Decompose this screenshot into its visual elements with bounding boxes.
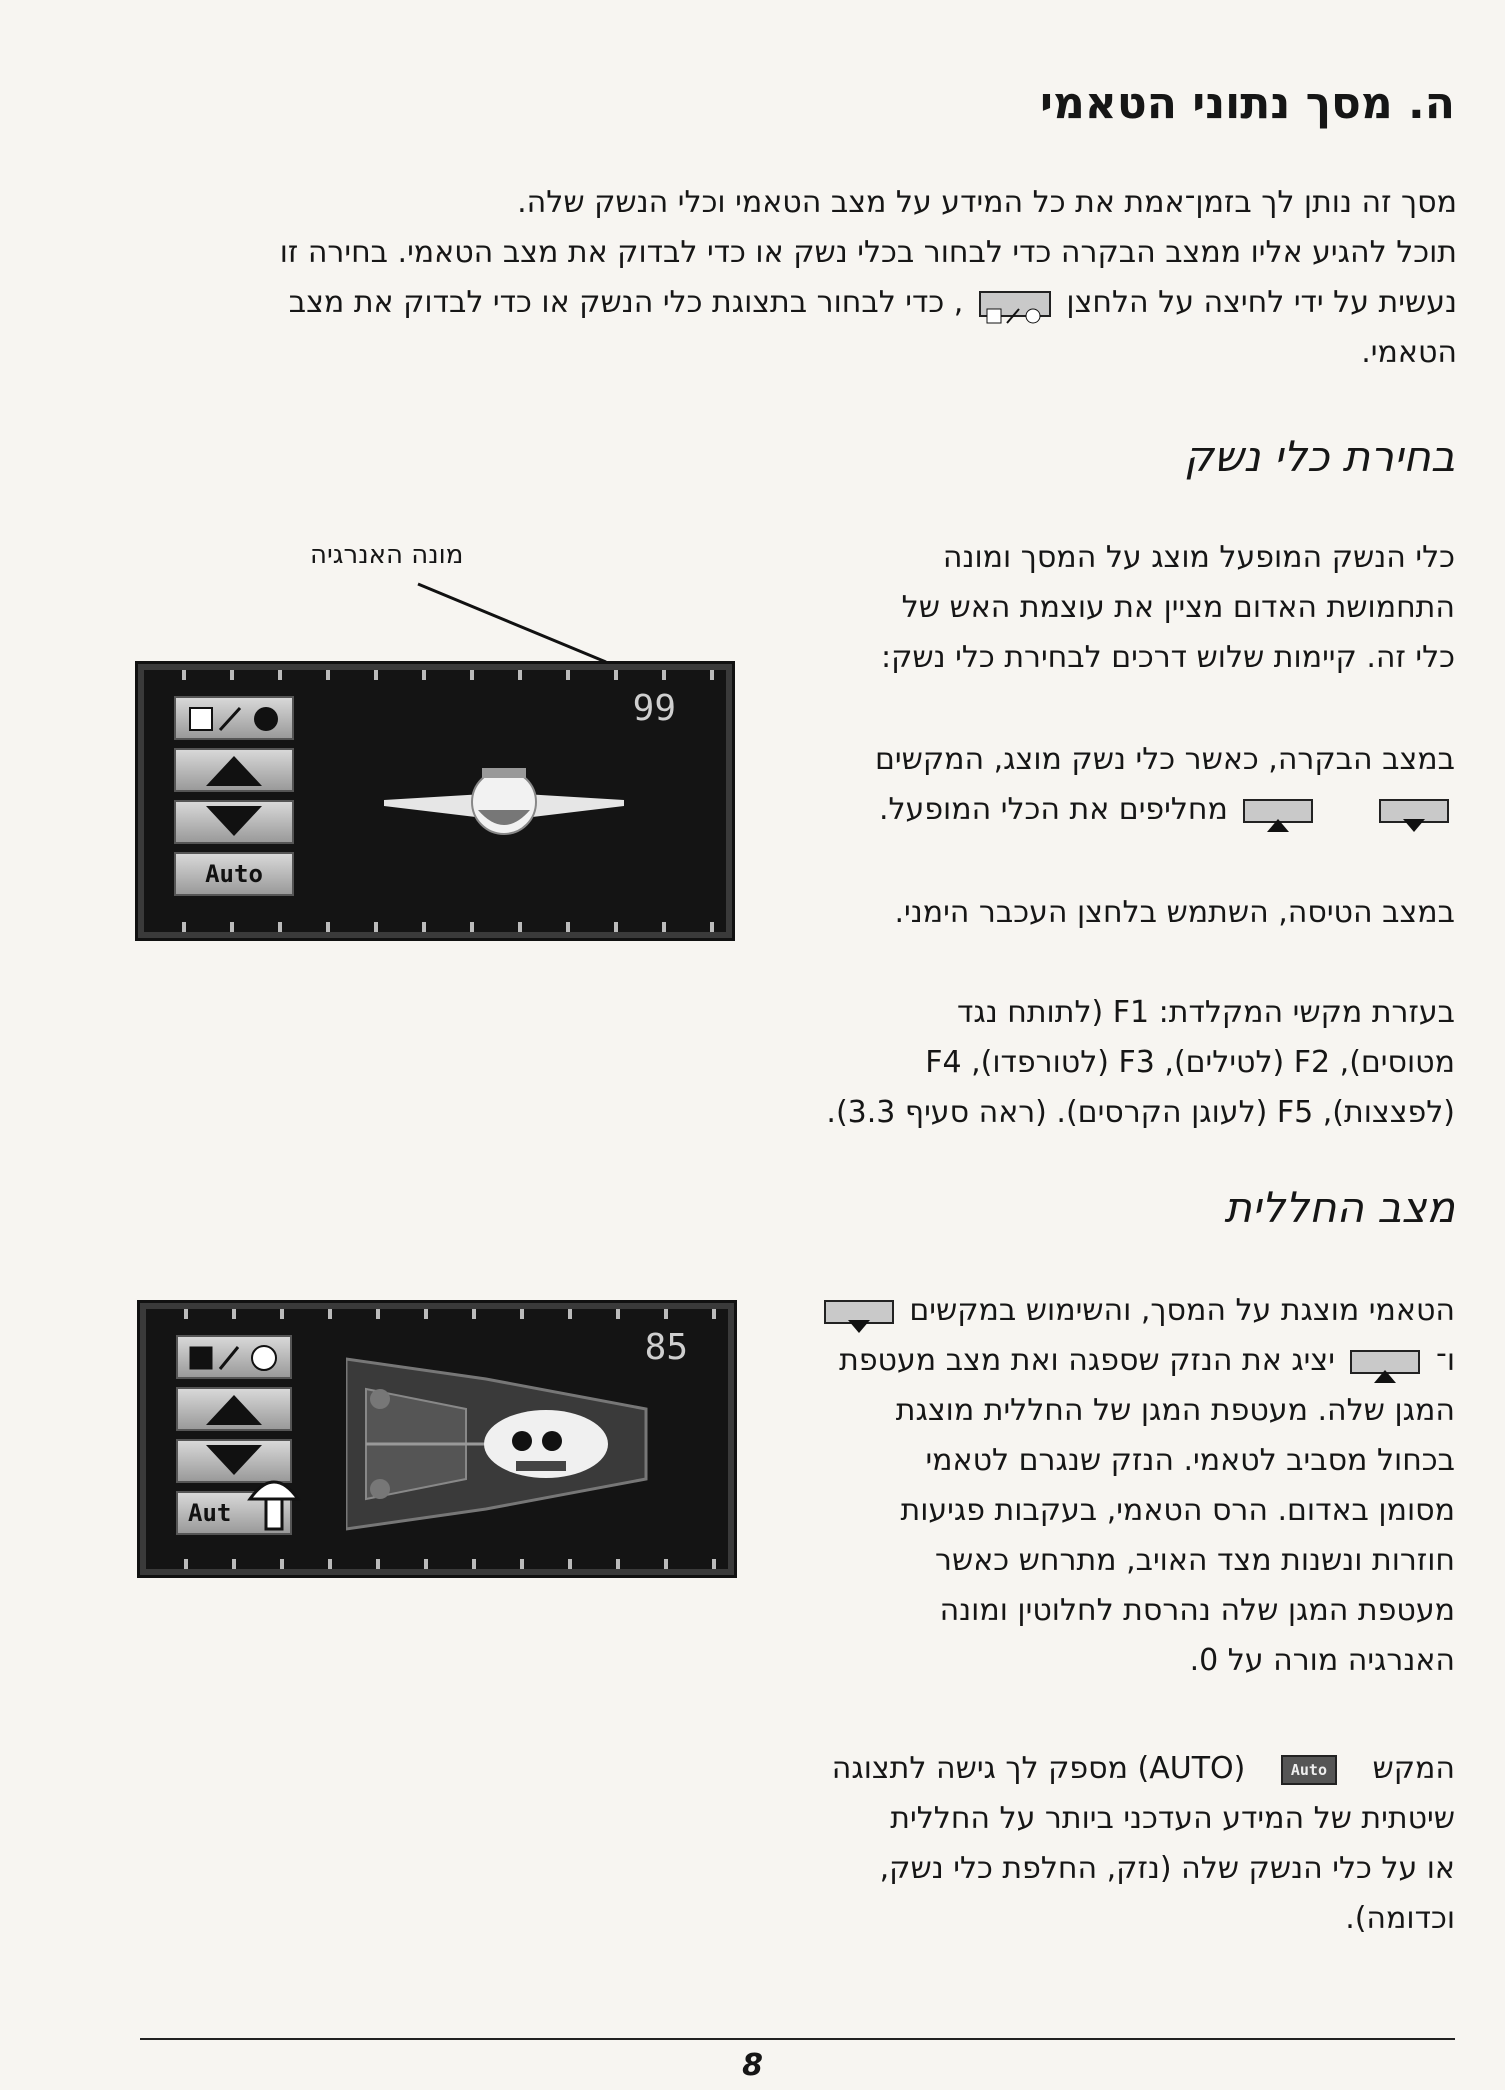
screen-shape-button [176,1335,292,1379]
status-p2-line-2: שיטתית של המידע העדכני ביותר על החללית [890,1801,1455,1836]
section-title-weapons: בחירת כלי נשק [1184,432,1455,481]
status-p1-line-4: בכחול מסביב לטאמי. הנזק שנגרם לטאמי [925,1443,1455,1478]
down-arrow-key-icon [1379,799,1449,823]
screen-auto-label: Aut [188,1499,232,1527]
callout-leader-line [410,578,610,666]
status-p1-line-2 [755,1336,1455,1386]
status-p2-line-3: או על כלי הנשק שלה (נזק, החלפת כלי נשק, [879,1851,1455,1886]
screen-down-button [174,800,294,844]
weapons-p2-line-2-text: מחליפים את הכלי המופעל. [878,792,1228,827]
weapons-paragraph-1 [755,533,1455,683]
weapons-p1-line-3: כלי זה. קיימות שלוש דרכים לבחירת כלי נשק: [880,640,1455,675]
status-p2-key-word: המקש [1372,1751,1455,1786]
up-arrow-key-icon [1350,1350,1420,1374]
status-p2-line-1-text: (AUTO) מספק לך גישה לתצוגה [831,1751,1246,1786]
tami-ship-diagram [346,1349,666,1539]
weapons-p4-line-3: (לפצצות), F5 (לעוגן הקרסים). (ראה סעיף 3.3). [826,1095,1455,1130]
auto-key-icon: Auto [1281,1755,1337,1785]
intro-line-4: הטאמי. [1361,335,1457,370]
energy-readout: 85 [644,1327,688,1368]
weapons-p4-line-2: מטוסים), F2 (לטילים), F3 (לטורפדו), F4 [925,1045,1455,1080]
ship-status-screenshot [140,1303,734,1575]
status-p1-line-7: מעטפת המגן שלה נהרסת לחלוטין ומונה [939,1593,1455,1628]
mouse-cursor-icon [242,1469,306,1539]
intro-line-3-end: , כדי לבחור בתצוגת כלי הנשק או כדי לבדוק את מצב [288,285,964,320]
energy-readout: 99 [632,688,676,729]
weapons-p1-line-1: כלי הנשק המופעל מוצג על המסך ומונה [942,540,1455,575]
screen-auto-button [174,852,294,896]
shape-toggle-icon [979,291,1051,317]
status-p1-line-2-text: יציג את הנזק שספגה ואת מצב מעטפת [839,1343,1335,1378]
status-p2-line-1 [755,1744,1455,1794]
panel-rivets-bottom [144,922,726,932]
screen-shape-button [174,696,294,740]
intro-line-2: תוכל להגיע אליו ממצב הבקרה כדי לבחור בכלי נשק או כדי לבדוק את מצב הטאמי. בחירה זו [279,235,1457,270]
panel-rivets-bottom [146,1559,728,1569]
weapons-p2-line-1: במצב הבקרה, כאשר כלי נשק מוצג, המקשים [874,742,1455,777]
status-p1-line-1 [755,1286,1455,1336]
missile-weapon-icon [374,740,634,870]
page-number: 8 [742,2048,763,2083]
up-arrow-key-icon [1243,799,1313,823]
status-p1-line-6: חוזרות ונשנות מצד האויב, מתרחש כאשר [935,1543,1455,1578]
down-arrow-key-icon [824,1300,894,1324]
status-p2-line-4: וכדומה). [1345,1901,1455,1936]
status-paragraph-2 [755,1744,1455,1944]
screen-up-button [174,748,294,792]
screen-up-button [176,1387,292,1431]
weapons-p1-line-2: התחמושת האדום מציין את עוצמת האש של [901,590,1455,625]
intro-line-3 [137,278,1457,328]
weapons-p4-line-1: בעזרת מקשי המקלדת: F1 (לתותח נגד [956,995,1455,1030]
weapons-paragraph-2 [755,735,1455,835]
panel-rivets-top [146,1309,728,1319]
weapons-paragraph-3: במצב הטיסה, השתמש בלחצן העכבר הימני. [894,895,1455,930]
section-title-ship-status: מצב החללית [1224,1183,1455,1232]
energy-meter-callout: מונה האנרגיה [310,540,464,570]
status-p1-line-2-prefix: ו־ [1436,1343,1455,1378]
intro-line-1: מסך זה נותן לך בזמן־אמת את כל המידע על מצב הטאמי וכלי הנשק שלה. [517,185,1457,220]
intro-paragraph [137,178,1457,378]
status-p1-line-5: מסומן באדום. הרס הטאמי, בעקבות פגיעות [900,1493,1455,1528]
screen-auto-label: Auto [205,860,263,888]
panel-rivets-top [144,670,726,680]
status-p1-line-8: האנרגיה מורה על 0. [1189,1643,1455,1678]
weapons-p2-line-2 [755,785,1455,835]
weapon-screen-screenshot [138,664,732,938]
page-title: ה. מסך נתוני הטאמי [1040,78,1455,129]
status-p1-line-1-text: הטאמי מוצגת על המסך, והשימוש במקשים [909,1293,1455,1328]
status-p1-line-3: המגן שלה. מעטפת המגן של החללית מוצגת [895,1393,1455,1428]
intro-line-3-start: נעשית על ידי לחיצה על הלחצן [1066,285,1457,320]
weapons-paragraph-4 [755,988,1455,1138]
status-paragraph-1 [755,1286,1455,1686]
footer-rule [140,2038,1455,2040]
